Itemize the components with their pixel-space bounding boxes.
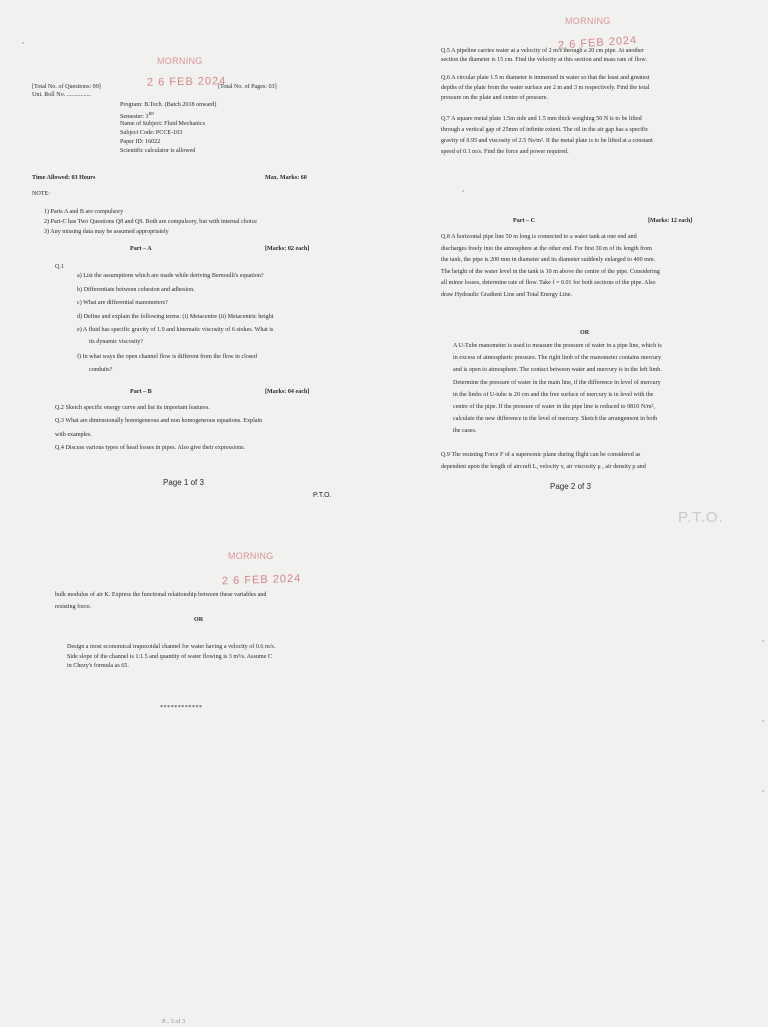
page-number-1: Page 1 of 3	[163, 478, 204, 487]
pto-1: P.T.O.	[313, 492, 332, 499]
max-marks: Max. Marks: 60	[265, 175, 307, 181]
q1-item-b: b) Differentiate between cohesion and adhesion.	[77, 287, 195, 293]
scan-speck	[762, 790, 764, 792]
time-allowed: Time Allowed: 03 Hours	[32, 175, 96, 181]
paper-id: Paper ID: 16022	[120, 139, 161, 145]
scan-speck	[462, 190, 464, 192]
q9-alternative: Design a most economical trapezoidal channel for water having a velocity of 0.6 m/s. Side slope of the channel is 1:1.5 and quantity of water flowing is 3 m³/s. Assume C in Chezy's formula as 65.	[67, 644, 276, 669]
or-separator: OR	[194, 617, 204, 623]
q1-item-d: d) Define and explain the following terms: (i) Metacentre (ii) Metacentric height	[77, 314, 274, 320]
morning-stamp: MORNING	[565, 16, 611, 26]
note-1: 1) Parts A and B are compulsory	[44, 209, 124, 215]
q3-line-1: Q.3 What are dimensionally homogeneous and non homogeneous equations. Explain	[55, 418, 263, 424]
q4: Q.4 Discuss various types of head losses in pipes. Also give their expressions.	[55, 445, 246, 451]
q3-line-2: with examples.	[55, 432, 92, 438]
subject-code: Subject Code: PCCE-103	[120, 130, 183, 136]
q1-item-e: e) A fluid has specific gravity of 1.9 and kinematic viscosity of 6 stokes. What is	[77, 327, 274, 333]
q8: Q.8 A horizontal pipe line 50 m long is connected to a water tank at one end and discharges freely into the atmosphere at the other end. For first 30 m of its length from the tank, the pipe is 200 mm in diameter and its diameter suddenly enlarged to 400 mm. The height of the water level in the tank is 10 m above the centre of the pipe. Considering all minor losses, determine rate of flow. Take f = 0.01 for both sections of the pipe. Also draw Hydraulic Gradient Line and Total Energy Line.	[441, 234, 660, 298]
part-b-title: Part – B	[130, 389, 152, 395]
q2: Q.2 Sketch specific energy curve and list its important features.	[55, 405, 210, 411]
q1-item-a: a) List the assumptions which are made while deriving Bernoulli's equation?	[77, 273, 264, 279]
page-number-3: P... 3 of 3	[162, 1019, 186, 1025]
date-stamp: 2 6 FEB 2024	[146, 75, 227, 89]
q6: Q.6 A circular plate 1.5 m diameter is immersed in water so that the least and greatest depths of the plate from the water surface are 2 m and 3 m respectively. Find the total pressure on the plate and centre of pressure.	[441, 75, 650, 101]
semester: Semester: 3RD	[120, 111, 155, 121]
scan-speck	[762, 640, 764, 642]
note-2: 2) Part-C has Two Questions Q8 and Q9. Both are compulsory, but with internal choice	[44, 219, 257, 225]
q9: Q.9 The resisting Force F of a supersonic plane during flight can be considered as dependent upon the length of aircraft L, velocity v, air viscosity μ , air density ρ and	[441, 452, 646, 470]
q8-alternative: A U-Tube manometer is used to measure the pressure of water in a pipe line, which is in excess of atmospheric pressure. The right limb of the manometer contains mercury and is open to atmosphere. The contact between water and mercury is in the left limb. Determine the pressure of water in the main line, if the difference in level of mercury in the limbs of U-tube is 20 cm and the free surface of mercury is in level with the centre of the pipe. If the pressure of water in the pipe line is reduced to 9810 N/m², calculate the new difference in the level of mercury. Sketch the arrangement in both the cases.	[453, 343, 662, 435]
page-number-2: Page 2 of 3	[550, 482, 591, 491]
note-heading: NOTE:	[32, 191, 50, 197]
total-pages: [Total No. of Pages: 03]	[218, 84, 277, 90]
total-questions: [Total No. of Questions: 09]	[32, 84, 101, 90]
morning-stamp: MORNING	[157, 56, 203, 66]
part-c-marks: [Marks: 12 each]	[648, 218, 693, 224]
q5: Q.5 A pipeline carries water at a velocity of 2 m/s through a 20 cm pipe. At another section the diameter is 15 cm. Find the velocity at this section and mass rate of flow.	[441, 48, 647, 63]
part-b-marks: [Marks: 04 each]	[265, 389, 310, 395]
pto-2: P.T.O.	[678, 509, 724, 526]
q1-item-f-cont: conduits?	[89, 367, 113, 373]
q1-item-f: f) In what ways the open channel flow is different from the flow in closed	[77, 354, 257, 360]
date-stamp: 2 6 FEB 2024	[557, 34, 638, 52]
scan-speck	[22, 42, 24, 44]
part-a-marks: [Marks: 02 each]	[265, 246, 310, 252]
or-separator: OR	[580, 330, 590, 336]
program: Program: B.Tech. (Batch 2018 onward)	[120, 102, 217, 108]
q1-label: Q.1	[55, 264, 64, 270]
part-a-title: Part – A	[130, 246, 152, 252]
q1-item-c: c) What are differential manometers?	[77, 300, 168, 306]
note-3: 3) Any missing data may be assumed appropriately	[44, 229, 169, 235]
subject-name: Name of Subject: Fluid Mechanics	[120, 121, 205, 127]
scan-speck	[762, 720, 764, 722]
morning-stamp: MORNING	[228, 551, 274, 561]
date-stamp: 2 6 FEB 2024	[221, 572, 302, 588]
part-c-title: Part – C	[513, 218, 535, 224]
q7: Q.7 A square metal plate 1.5m side and 1.5 mm thick weighing 50 N is to be lifted through a vertical gap of 25mm of infinite extent. The oil in the air gap has a specific gravity of 0.95 and viscosity of 2.5 Ns/m². If the metal plate is to be lifted at a constant speed of 0.1 m/s. Find the force and power required.	[441, 116, 653, 155]
q9-continuation: bulk modulus of air K. Express the functional relationship between these variables and resisting force.	[55, 592, 267, 610]
q1-item-e-cont: its dynamic viscosity?	[89, 339, 144, 345]
roll-no: Uni. Roll No. ................	[32, 92, 92, 98]
end-of-paper-marks: ************	[160, 705, 203, 711]
calculator-note: Scientific calculator is allowed	[120, 148, 196, 154]
